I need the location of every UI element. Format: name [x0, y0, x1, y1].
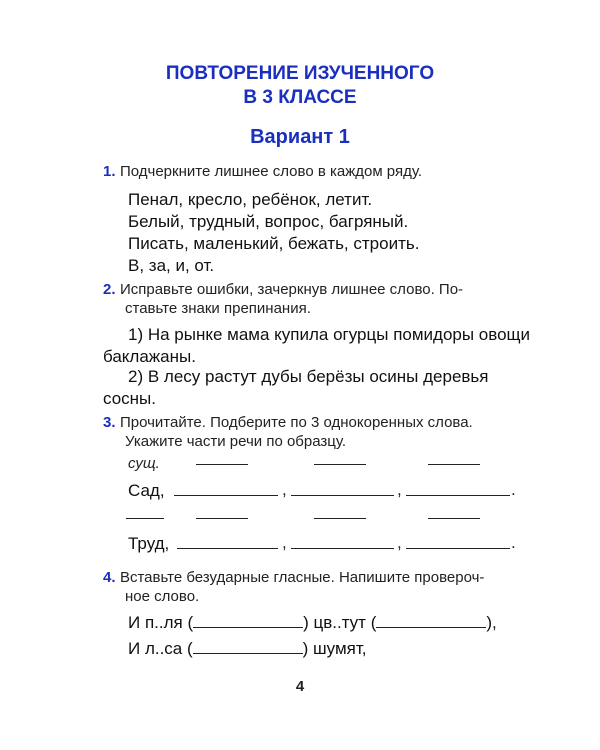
part-of-speech-blank[interactable]	[314, 518, 366, 519]
sample-part-of-speech: сущ.	[128, 455, 160, 472]
word-row: В, за, и, от.	[128, 256, 215, 275]
part-of-speech-blank[interactable]	[428, 464, 480, 465]
part-of-speech-blank[interactable]	[314, 464, 366, 465]
comma: ,	[397, 533, 402, 552]
comma: ,	[397, 480, 402, 499]
word-row: Пенал, кресло, ребёнок, летит.	[128, 190, 373, 209]
sentence-line: баклажаны.	[103, 347, 196, 366]
part-of-speech-blank[interactable]	[196, 518, 248, 519]
answer-blank[interactable]	[291, 548, 394, 549]
task-number: 4.	[103, 569, 116, 586]
period: .	[511, 480, 516, 499]
task-instruction: Вставьте безударные гласные. Напишите провероч-	[119, 569, 485, 586]
answer-blank[interactable]	[406, 495, 510, 496]
part-of-speech-blank[interactable]	[196, 464, 248, 465]
check-word-blank[interactable]	[376, 613, 486, 628]
answer-blank[interactable]	[174, 495, 278, 496]
variant-heading: Вариант 1	[250, 126, 350, 148]
task-instruction: Подчеркните лишнее слово в каждом ряду.	[119, 163, 423, 180]
task-instruction: Прочитайте. Подберите по 3 однокоренных слова.	[119, 414, 473, 431]
task-number: 3.	[103, 414, 116, 431]
task-number: 2.	[103, 281, 116, 298]
page-title-line1: ПОВТОРЕНИЕ ИЗУЧЕННОГО	[165, 63, 435, 84]
sentence-line: сосны.	[103, 389, 156, 408]
phrase-fragment: ) цв..тут (	[303, 613, 377, 632]
sentence-line: 1) На рынке мама купила огурцы помидоры овощи	[128, 325, 531, 344]
task-4	[103, 568, 523, 606]
page-number: 4	[295, 678, 305, 695]
word-row: Белый, трудный, вопрос, багряный.	[128, 212, 409, 231]
page-title-line2: В 3 КЛАССЕ	[243, 87, 357, 108]
task-3	[103, 413, 523, 451]
task-1	[103, 162, 422, 181]
root-word: Труд,	[128, 534, 170, 553]
vowel-line-1	[128, 612, 497, 634]
task-instruction-cont: ное слово.	[125, 588, 200, 605]
sentence-line: 2) В лесу растут дубы берёзы осины деревья	[128, 367, 489, 386]
word-row: Писать, маленький, бежать, строить.	[128, 234, 420, 253]
task-instruction: Исправьте ошибки, зачеркнув лишнее слово. По-	[119, 281, 464, 298]
comma: ,	[282, 480, 287, 499]
answer-blank[interactable]	[177, 548, 278, 549]
vowel-line-2	[128, 638, 367, 660]
task-instruction-cont: Укажите части речи по образцу.	[125, 433, 347, 450]
check-word-blank[interactable]	[193, 639, 303, 654]
comma: ,	[282, 533, 287, 552]
task-instruction-cont: ставьте знаки препинания.	[125, 300, 311, 317]
phrase-fragment: И л..са (	[128, 639, 193, 658]
phrase-fragment: И п..ля (	[128, 613, 194, 632]
root-word: Сад,	[128, 481, 165, 500]
task-number: 1.	[103, 163, 116, 180]
phrase-fragment: ),	[486, 613, 497, 632]
answer-blank[interactable]	[291, 495, 394, 496]
part-of-speech-blank[interactable]	[428, 518, 480, 519]
task-2	[103, 280, 523, 318]
check-word-blank[interactable]	[193, 613, 303, 628]
period: .	[511, 533, 516, 552]
answer-blank[interactable]	[406, 548, 510, 549]
phrase-fragment: ) шумят,	[302, 639, 367, 658]
part-of-speech-blank[interactable]	[126, 518, 164, 519]
